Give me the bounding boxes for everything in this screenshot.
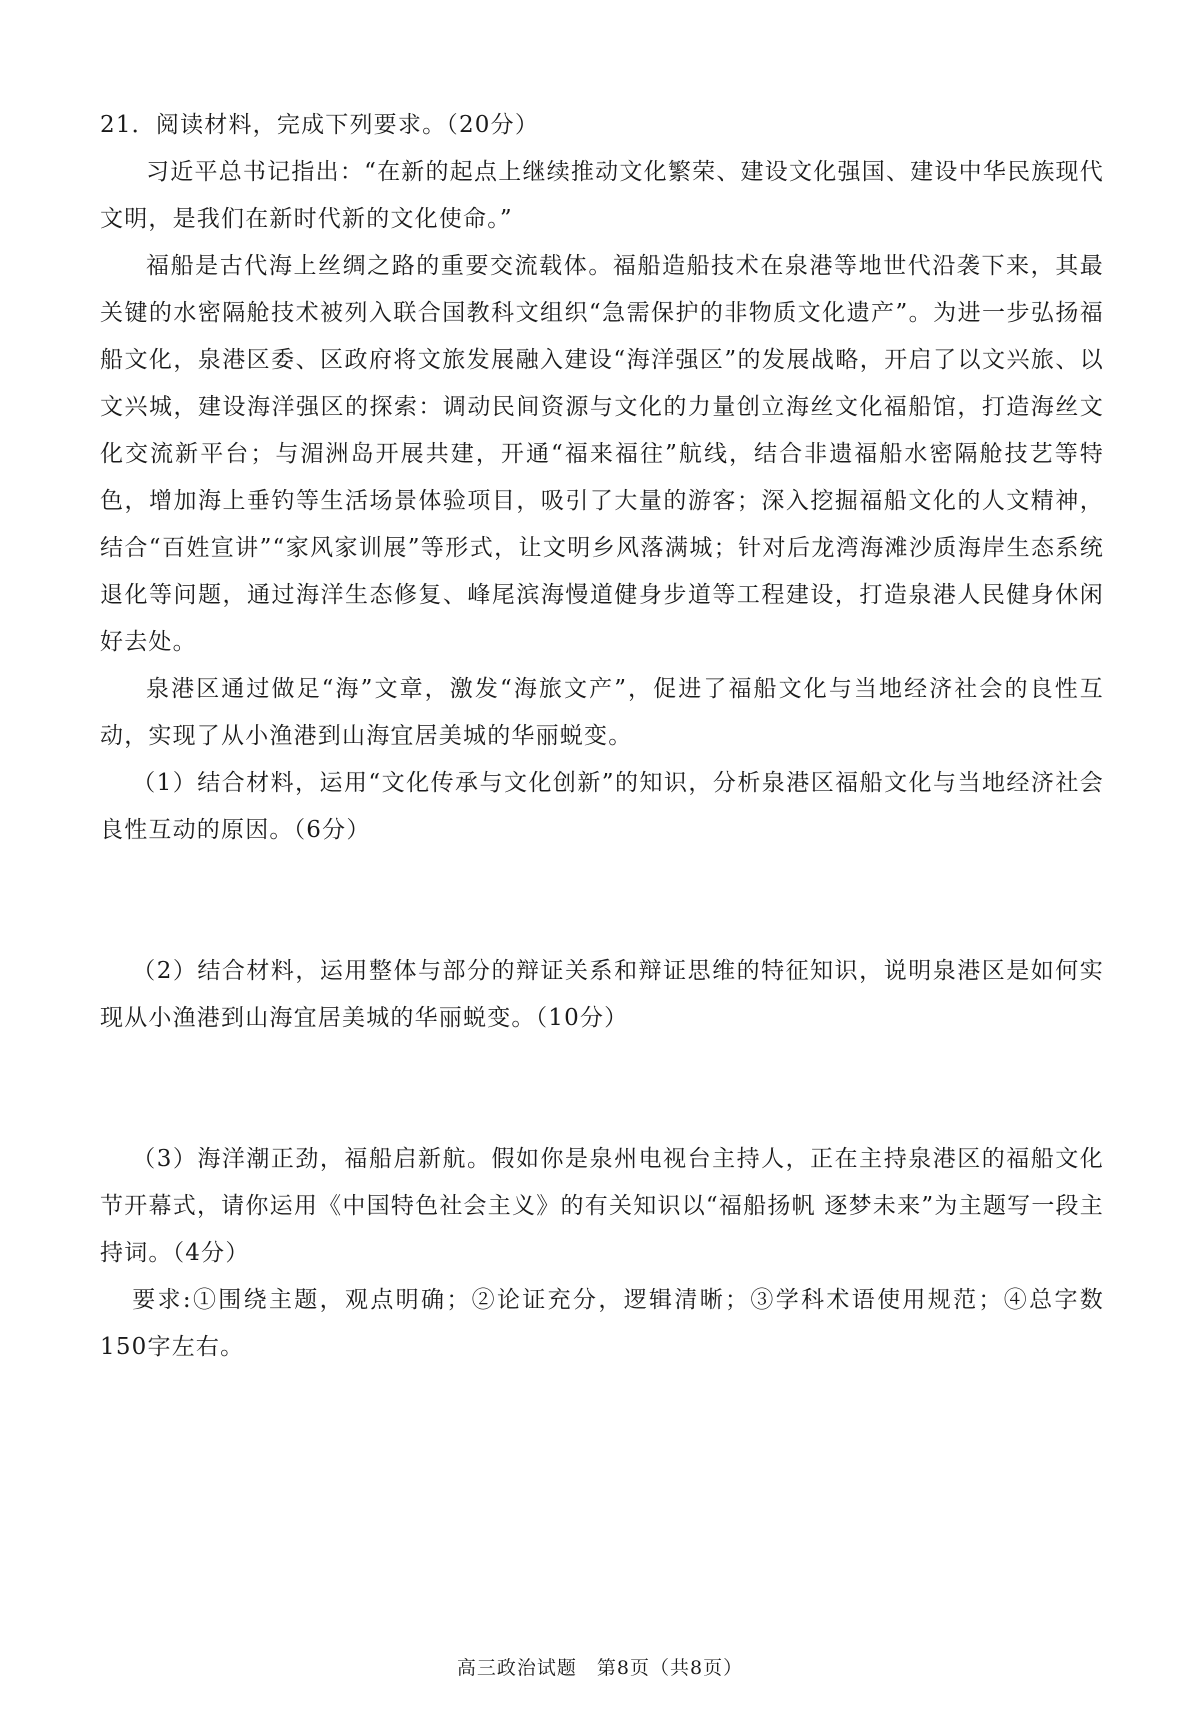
answer-space-2 <box>100 1042 1104 1136</box>
page-footer: 高三政治试题 第8页（共8页） <box>456 1657 744 1679</box>
material-paragraph-fuchuan: 福船是古代海上丝绸之路的重要交流载体。福船造船技术在泉港等地世代沿袭下来，其最关键的水密隔舱技术被列入联合国教科文组织“急需保护的非物质文化遗产”。为进一步弘扬福船文化，泉港区委、区政府将文旅发展融入建设“海洋强区”的发展战略，开启了以文兴旅、以文兴城，建设海洋强区的探索：调动民间资源与文化的力量创立海丝文化福船馆，打造海丝文化交流新平台；与湄洲岛开展共建，开通“福来福往”航线，结合非遗福船水密隔舱技艺等特色，增加海上垂钓等生活场景体验项目，吸引了大量的游客；深入挖掘福船文化的人文精神，结合“百姓宣讲”“家风家训展”等形式，让文明乡风落满城；针对后龙湾海滩沙质海岸生态系统退化等问题，通过海洋生态修复、峰尾滨海慢道健身步道等工程建设，打造泉港人民健身休闲好去处。 <box>100 253 1104 655</box>
material-paragraph-summary: 泉港区通过做足“海”文章，激发“海旅文产”，促进了福船文化与当地经济社会的良性互动，实现了从小渔港到山海宜居美城的华丽蜕变。 <box>100 676 1104 749</box>
material-paragraph-quote: 习近平总书记指出：“在新的起点上继续推动文化繁荣、建设文化强国、建设中华民族现代文明，是我们在新时代新的文化使命。” <box>100 159 1104 232</box>
answer-space-1 <box>100 854 1104 948</box>
sub-question-2: （2）结合材料，运用整体与部分的辩证关系和辩证思维的特征知识，说明泉港区是如何实现从小渔港到山海宜居美城的华丽蜕变。（10分） <box>100 958 1104 1031</box>
sub-question-3: （3）海洋潮正劲，福船启新航。假如你是泉州电视台主持人，正在主持泉港区的福船文化节开幕式，请你运用《中国特色社会主义》的有关知识以“福船扬帆 逐梦未来”为主题写一段主持词。（4分） <box>100 1146 1104 1266</box>
question-block <box>100 102 1104 1371</box>
answer-requirement: 要求:①围绕主题，观点明确；②论证充分，逻辑清晰；③学科术语使用规范；④总字数150字左右。 <box>100 1287 1104 1360</box>
sub-question-1: （1）结合材料，运用“文化传承与文化创新”的知识，分析泉港区福船文化与当地经济社会良性互动的原因。（6分） <box>100 770 1104 843</box>
question-heading: 21．阅读材料，完成下列要求。（20分） <box>100 112 540 138</box>
